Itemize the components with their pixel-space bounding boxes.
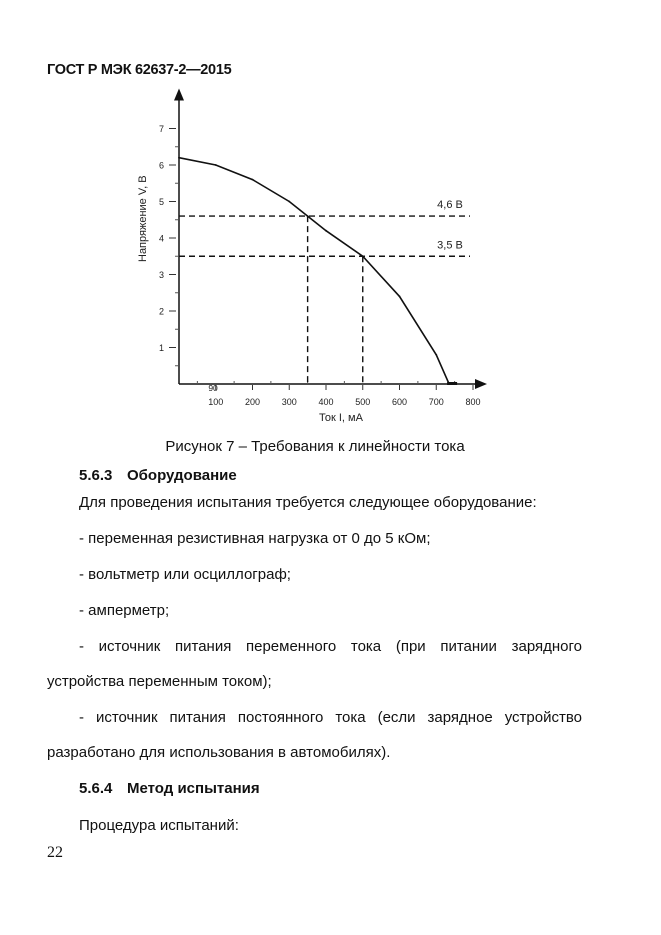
section-title: Оборудование [127,467,237,484]
list-item: - амперметр; [79,602,170,619]
list-item-continuation: устройства переменным током); [47,673,272,690]
y-tick-label: 2 [158,306,164,317]
section-title: Метод испытания [127,780,260,797]
equipment-intro: Для проведения испытания требуется следующее оборудование: [79,494,537,511]
section-number: 5.6.4 [79,780,113,797]
list-item: - источник питания переменного тока (при питании зарядного [79,638,582,655]
series-point [215,164,217,166]
document-header: ГОСТ Р МЭК 62637-2—2015 [47,62,232,78]
x-tick-label: 100 [208,397,224,407]
x-tick-label: 600 [391,397,408,407]
x-tick-label: 700 [428,397,444,407]
series-point [435,354,437,356]
series-line [179,158,449,384]
series-point [399,296,401,298]
section-heading-5-6-4 [79,780,260,797]
x-tick-label: 400 [318,397,334,407]
y-tick-label: 7 [158,124,164,134]
series-point [288,201,290,203]
procedure-intro: Процедура испытаний: [79,817,239,834]
y-tick-label: 5 [158,197,164,207]
list-item: - источник питания постоянного тока (если зарядное устройство [79,709,582,726]
series-point [178,157,180,159]
list-item-continuation: разработано для использования в автомобилях). [47,744,391,761]
chart-series [178,157,457,385]
y-tick-label: 3 [158,270,164,280]
curve-end-marker [447,382,457,385]
page-number: 22 [47,844,63,861]
y-axis-label: Напряжение V, В [137,175,149,262]
x-tick-label: 500 [355,397,371,407]
list-item: - переменная резистивная нагрузка от 0 до 5 кОм; [79,530,431,547]
current-linearity-chart [0,0,661,435]
chart-reference-lines [179,199,470,384]
section-heading-5-6-3 [79,467,237,484]
series-point [362,255,364,257]
y-tick-label: 1 [158,343,164,353]
x-tick-label: 300 [281,397,297,407]
list-item: - вольтметр или осциллограф; [79,566,291,583]
series-point [325,230,327,232]
chart-ticks [159,124,481,407]
reference-line-label: 3,5 В [437,239,463,252]
series-point [307,215,309,217]
y-axis-arrow [174,89,184,101]
section-number: 5.6.3 [79,467,113,484]
y-tick-label: 6 [158,160,164,171]
x-axis-label: Ток I, мА [319,412,363,424]
y-tick-label: 4 [158,233,164,244]
x-axis-arrow [475,379,487,389]
series-point [252,179,254,181]
x-tick-label: 200 [244,397,261,407]
x-tick-label: 800 [465,397,481,407]
x-extra-tick-label: 90 [208,383,218,393]
reference-line-label: 4,6 В [437,199,463,212]
figure-caption: Рисунок 7 – Требования к линейности тока [165,438,465,455]
